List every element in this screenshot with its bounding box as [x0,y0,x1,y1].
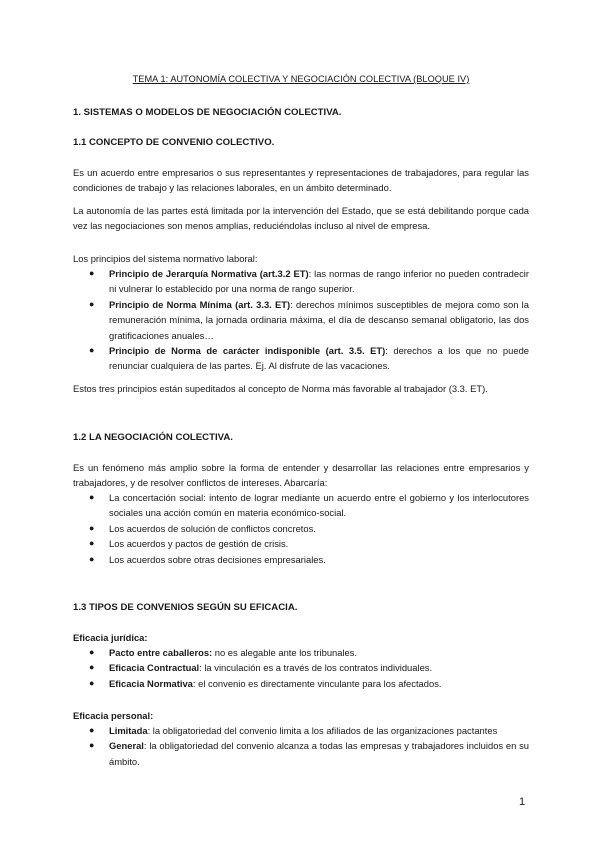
list-item-text: : la vinculación es a través de los contratos individuales. [199,662,433,674]
list-item [73,723,529,738]
list-item-bold: General [109,740,144,752]
bullet-icon: ● [89,522,95,533]
heading-1-1: 1.1 CONCEPTO DE CONVENIO COLECTIVO. [73,137,275,148]
bullet-icon: ● [89,740,95,751]
paragraph-definition: Es un acuerdo entre empresarios o sus representantes y representaciones de trabajadores, para regular las condiciones de trabajo y las relaciones laborales, en un ámbito determinado. [73,167,529,194]
list-item-text: no es alegable ante los tribunales. [212,647,358,658]
negotiation-list [73,490,529,567]
eficacia-juridica-list [73,645,529,691]
label-eficacia-personal: Eficacia personal: [73,710,154,721]
list-item [73,676,529,691]
list-item-text: Los acuerdos y pactos de gestión de crisis. [109,538,289,550]
list-item-text: : la obligatoriedad del convenio alcanza a todas las empresas y trabajadores incluidos en su ámbito. [109,740,529,767]
bullet-icon: ● [89,662,95,673]
list-item-text: : derechos a los que no puede renunciar cualquiera de las partes. Ej. Al disfrute de las vacaciones. [109,345,529,372]
list-item [73,343,529,374]
bullet-icon: ● [89,298,95,309]
list-item [73,660,529,675]
bullet-icon: ● [89,553,95,564]
list-item-bold: Pacto entre caballeros: [109,647,213,658]
list-item [73,536,529,551]
heading-1: 1. SISTEMAS O MODELOS DE NEGOCIACIÓN COLECTIVA. [73,107,342,118]
bullet-icon: ● [89,492,95,502]
list-item-bold: Limitada [109,725,148,736]
list-item [73,521,529,536]
bullet-icon: ● [89,538,95,549]
paragraph-negotiation: Es un fenómeno más amplio sobre la forma de entender y desarrollar las relaciones entre empresarios y trabajadores, y de resolver conflictos de intereses. Abarcaría: [73,462,529,489]
paragraph-principles-note: Estos tres principios están supeditados al concepto de Norma más favorable al trabajador (3.3. ET). [73,383,488,394]
list-item [73,297,529,343]
list-item-bold: Principio de Jerarquía Normativa (art.3.2 ET) [109,268,309,279]
list-item [73,738,529,769]
bullet-icon: ● [89,268,95,278]
list-item-bold: Eficacia Normativa [109,677,193,689]
paragraph-autonomy: La autonomía de las partes está limitada por la intervención del Estado, que se está debilitando porque cada vez las negociaciones son menos amplias, reduciéndolas incluso al nivel de empresa. [73,205,529,232]
list-item-bold: Eficacia Contractual [109,662,200,674]
list-item-text: Los acuerdos sobre otras decisiones empresariales. [109,553,326,565]
list-item [73,552,529,567]
list-item-bold: Principio de Norma de carácter indisponible (art. 3.5. ET) [109,345,386,357]
bullet-icon: ● [89,345,95,356]
eficacia-personal-list [73,723,529,769]
heading-1-3: 1.3 TIPOS DE CONVENIOS SEGÚN SU EFICACIA. [73,602,298,613]
list-item [73,490,529,521]
document-title: TEMA 1: AUTONOMÍA COLECTIVA Y NEGOCIACIÓN COLECTIVA (BLOQUE IV) [132,74,470,84]
bullet-icon: ● [89,647,95,657]
list-item-text: : las normas de rango inferior no pueden contradecir ni vulnerar lo establecido por una norma de rango superior. [109,268,529,295]
list-item-bold: Principio de Norma Mínima (art. 3.3. ET) [109,298,291,310]
page-number: 1 [519,796,526,808]
label-eficacia-juridica: Eficacia jurídica: [73,632,148,643]
paragraph-principles-intro: Los principios del sistema normativo laboral: [73,253,258,264]
bullet-icon: ● [89,725,95,735]
list-item-text: : el convenio es directamente vinculante para los afectados. [192,677,442,689]
list-item-text: La concertación social: intento de lograr mediante un acuerdo entre el gobierno y los interlocutores sociales una acción común en materia económico-social. [109,492,529,519]
list-item-text: Los acuerdos de solución de conflictos concretos. [109,522,316,534]
bullet-icon: ● [89,677,95,688]
list-item [73,645,529,660]
list-item-text: : la obligatoriedad del convenio limita a los afiliados de las organizaciones pactantes [147,725,498,736]
principles-list [73,266,529,374]
heading-1-2: 1.2 LA NEGOCIACIÓN COLECTIVA. [73,432,233,443]
list-item-text: : derechos mínimos susceptibles de mejora como son la remuneración mínima, la jornada ordinaria máxima, el día de descanso semanal obligatorio, las dos gratificaciones anuales… [109,298,529,341]
list-item [73,266,529,297]
